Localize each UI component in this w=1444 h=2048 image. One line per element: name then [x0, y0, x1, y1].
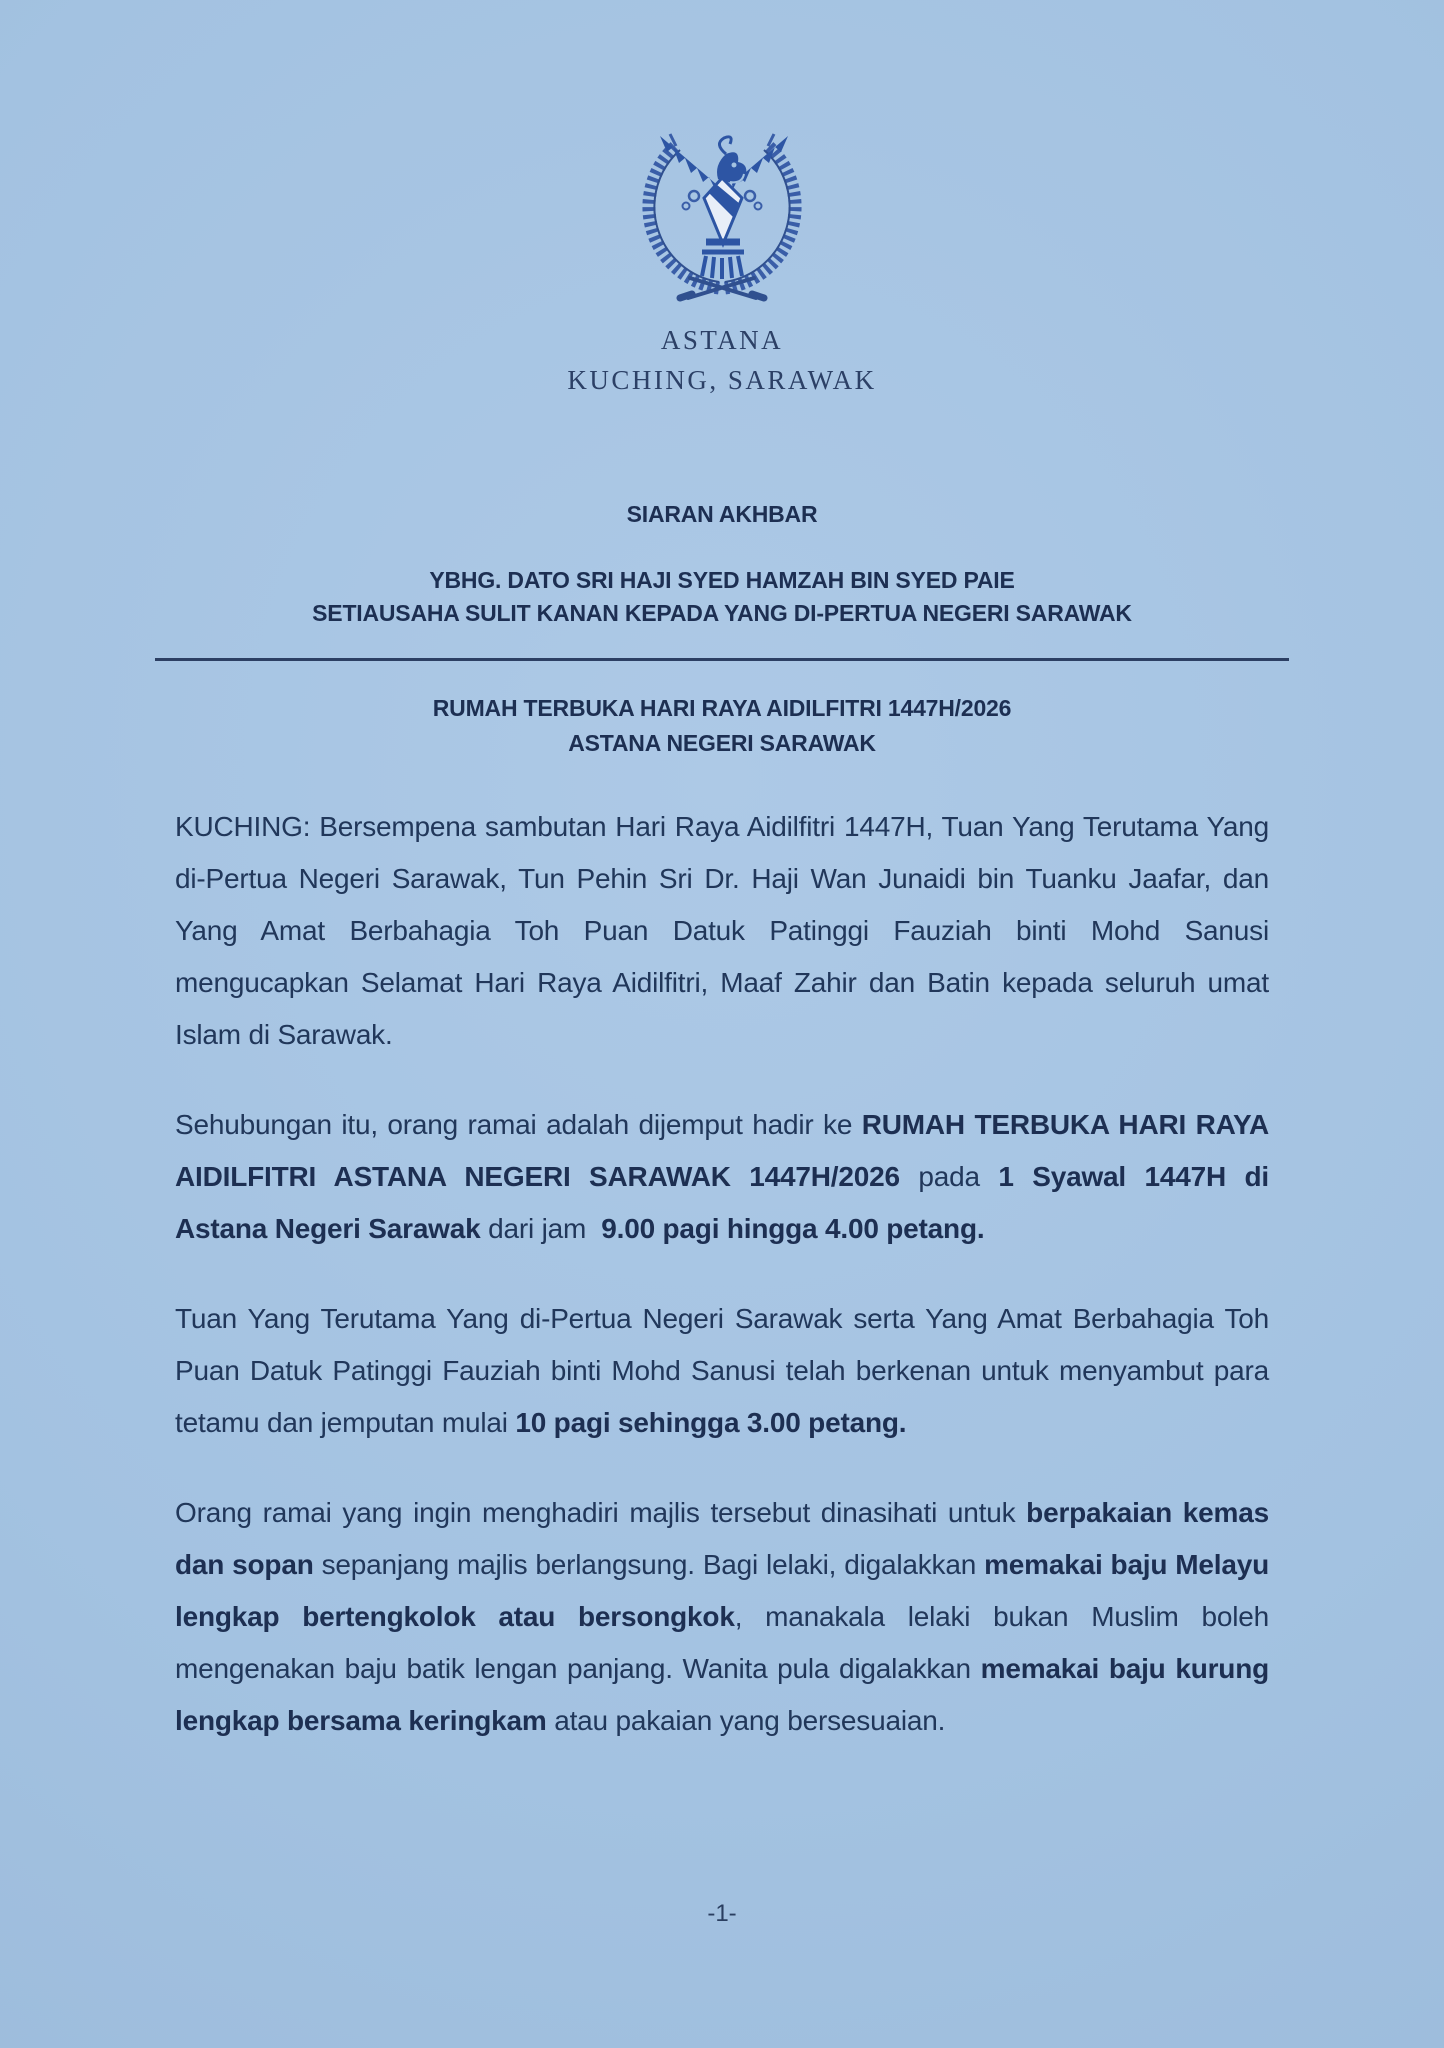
letterhead-crest: [0, 0, 1444, 304]
paragraph: [175, 1293, 1269, 1449]
bold-text-run: memakai baju Melayu lengkap bertengkolok atau bersongkok: [175, 1549, 1269, 1632]
bold-text-run: RUMAH TERBUKA HARI RAYA AIDILFITRI ASTANA NEGERI SARAWAK 1447H/2026: [175, 1109, 1269, 1192]
bold-text-run: 9.00 pagi hingga 4.00 petang.: [601, 1213, 985, 1244]
issuer-name: YBHG. DATO SRI HAJI SYED HAMZAH BIN SYED PAIE: [429, 567, 1015, 593]
text-run: sepanjang majlis berlangsung. Bagi lelaki, digalakkan: [313, 1549, 985, 1580]
bold-text-run: 1 Syawal 1447H di Astana Negeri Sarawak: [175, 1161, 1269, 1244]
document-type-heading: SIARAN AKHBAR: [626, 501, 818, 527]
text-run: Tuan Yang Terutama Yang di-Pertua Negeri Sarawak serta Yang Amat Berbahagia Toh Puan Datuk Patinggi Fauziah binti Mohd Sanusi telah berkenan untuk menyambut para tetamu dan jemputan mulai: [175, 1303, 1269, 1438]
org-name-line2: KUCHING, SARAWAK: [567, 365, 877, 395]
bold-text-run: memakai baju kurung lengkap bersama keringkam: [175, 1653, 1269, 1736]
text-run: dari jam: [480, 1213, 602, 1244]
page-number: -1-: [707, 1900, 737, 1927]
letterhead-org: [0, 320, 1444, 400]
org-name-line1: ASTANA: [660, 325, 784, 355]
bold-text-run: berpakaian kemas dan sopan: [175, 1497, 1269, 1580]
paragraph: [175, 1099, 1269, 1255]
text-run: , manakala lelaki bukan Muslim boleh mengenakan baju batik lengan panjang. Wanita pula digalakkan: [175, 1601, 1270, 1684]
paragraph: [175, 801, 1269, 1061]
document-body: [0, 500, 1444, 1747]
issuer-block: [175, 564, 1269, 630]
subject-line2: ASTANA NEGERI SARAWAK: [568, 730, 876, 756]
subject-line1: RUMAH TERBUKA HARI RAYA AIDILFITRI 1447H/2026: [432, 695, 1012, 721]
paragraph: [175, 1487, 1269, 1747]
text-run: KUCHING: Bersempena sambutan Hari Raya Aidilfitri 1447H, Tuan Yang Terutama Yang di-Pertua Negeri Sarawak, Tun Pehin Sri Dr. Haji Wan Junaidi bin Tuanku Jaafar, dan Yang Amat Berbahagia Toh Puan Datuk Patinggi Fauziah binti Mohd Sanusi mengucapkan Selamat Hari Raya Aidilfitri, Maaf Zahir dan Batin kepada seluruh umat Islam di Sarawak.: [175, 811, 1269, 1050]
subject-block: [175, 691, 1269, 761]
text-run: atau pakaian yang bersesuaian.: [546, 1705, 946, 1736]
bold-text-run: 10 pagi sehingga 3.00 petang.: [515, 1407, 907, 1438]
header-divider: [155, 658, 1289, 661]
body-paragraphs: [175, 801, 1269, 1747]
text-run: pada: [899, 1161, 999, 1192]
issuer-title: SETIAUSAHA SULIT KANAN KEPADA YANG DI-PERTUA NEGERI SARAWAK: [312, 600, 1132, 626]
text-run: Sehubungan itu, orang ramai adalah dijemput hadir ke: [175, 1109, 862, 1140]
sarawak-state-crest-icon: [622, 92, 822, 304]
text-run: Orang ramai yang ingin menghadiri majlis tersebut dinasihati untuk: [175, 1497, 1027, 1528]
